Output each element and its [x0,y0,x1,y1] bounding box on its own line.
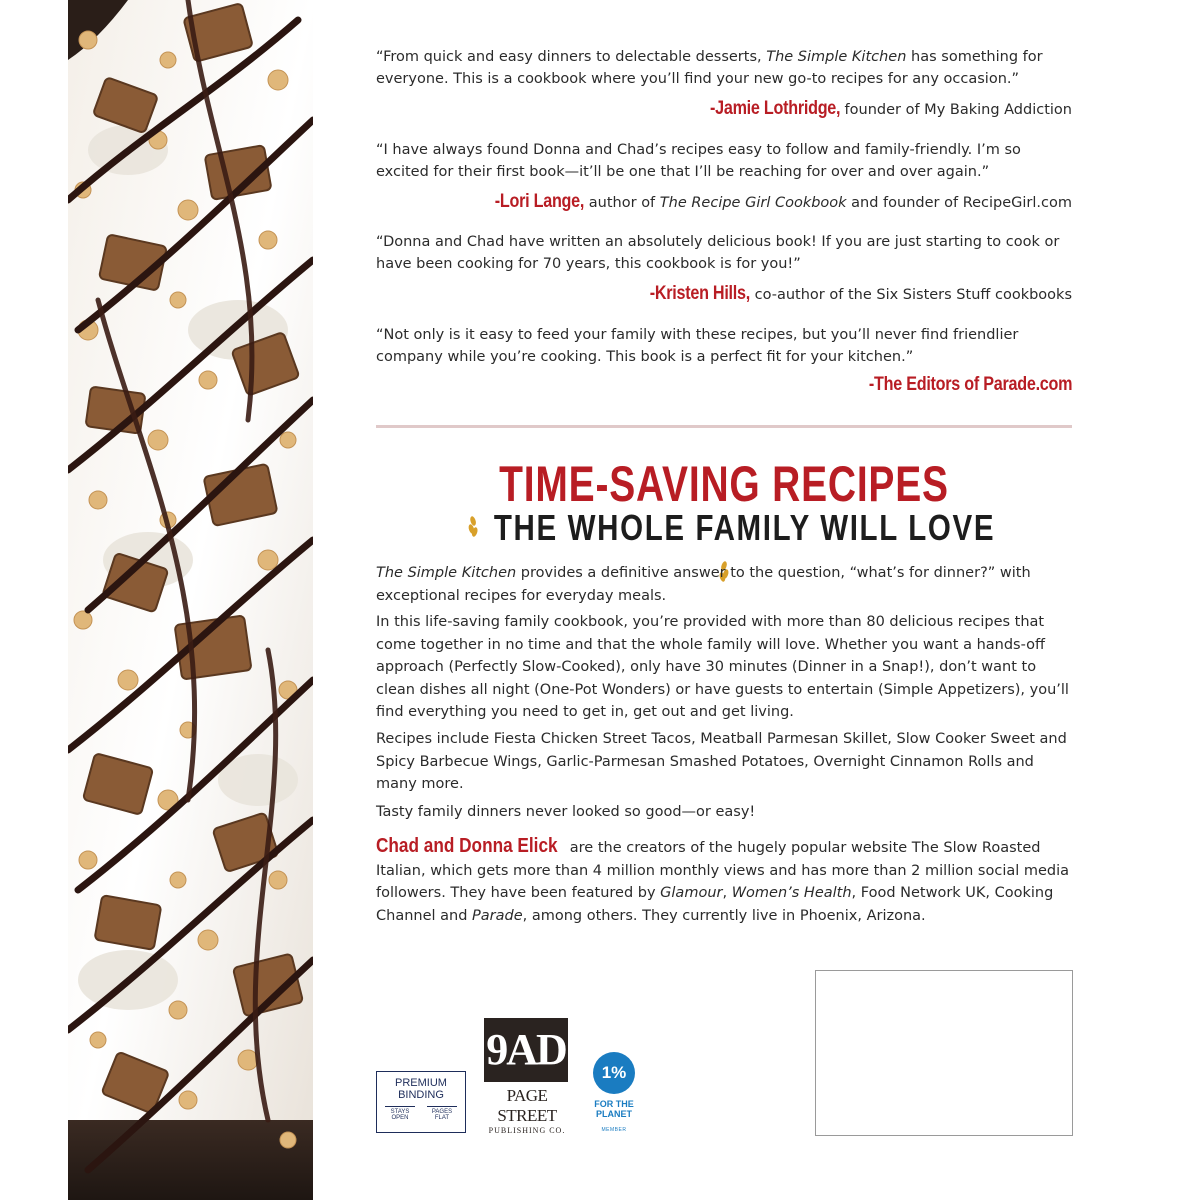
binding-left-label: STAYS OPEN [385,1106,415,1121]
author-bio: Chad and Donna Elick are the creators of the hugely popular website The Slow Roasted Italian, which gets more than 4 million monthly views and has more than 2 million social media followers. They have been featured by Glamour, Women’s Health, Food Network UK, Cooking Channel and Parade, among others. They currently live in Phoenix, Arizona. [376,835,1070,924]
body-paragraph-3: Recipes include Fiesta Chicken Street Tacos, Meatball Parmesan Skillet, Slow Cooker Sweet and Spicy Barbecue Wings, Garlic-Parmesan Smashed Potatoes, Overnight Cinnamon Rolls and many more. [376,731,1067,792]
one-percent-planet-logo [588,1052,640,1142]
quote-text: “Donna and Chad have written an absolutely delicious book! If you are just starting to cook or have been cooking for 70 years, this cookbook is for you!” [376,234,1060,272]
headline-primary: TIME-SAVING RECIPES [499,456,949,512]
quote-text: “Not only is it easy to feed your family with these recipes, but you’ll never find friendlier company while you’re cooking. This book is a perfect fit for your kitchen.” [376,327,1019,365]
body-paragraph-1: The Simple Kitchen provides a definitive answer to the question, “what’s for dinner?” with exceptional recipes for everyday meals. [376,565,1031,604]
planet-line-1: FOR THE [594,1099,634,1109]
binding-line-1: PREMIUM [395,1077,447,1089]
headline-secondary-text: THE WHOLE FAMILY WILL LOVE [493,507,996,548]
dessert-photo-illustration [68,0,313,1200]
quote-author-role: co-author of the Six Sisters Stuff cookbooks [750,287,1072,303]
testimonial-quote-1 [376,46,1072,90]
publisher-logo [482,1018,572,1138]
testimonial-attribution-4 [833,374,1072,396]
publisher-subtitle: PUBLISHING CO. [488,1126,566,1135]
publisher-mark: 9AD [484,1018,568,1082]
testimonial-attribution-3 [632,283,1072,305]
publisher-name: PAGE STREET [497,1086,557,1125]
quote-text: “I have always found Donna and Chad’s recipes easy to follow and family-friendly. I’m so excited for their first book—it’ll be one that I’ll be reaching for over and over again.” [376,142,1021,180]
quote-author-name: -Kristen Hills, [649,283,751,304]
wheat-icon [468,509,479,551]
planet-member: MEMBER [601,1127,627,1133]
testimonial-quote-3 [376,231,1072,275]
quote-author-name: -Jamie Lothridge, [709,98,840,119]
premium-binding-badge [376,1071,466,1133]
quote-text: “From quick and easy dinners to delectable desserts, The Simple Kitchen has something for everyone. This is a cookbook where you’ll find your new go-to recipes for any occasion.” [376,49,1043,87]
planet-badge: 1% [593,1052,635,1094]
quote-author-role: founder of My Baking Addiction [839,102,1072,118]
testimonial-attribution-1 [687,98,1072,120]
binding-line-2: BINDING [398,1089,444,1101]
body-paragraph-4: Tasty family dinners never looked so good—or easy! [376,804,756,820]
quote-author-name: -The Editors of Parade.com [868,374,1072,395]
cover-photo-dessert [68,0,313,1200]
author-name: Chad and Donna Elick [376,835,558,857]
binding-right-label: PAGES FLAT [427,1106,457,1121]
section-divider [376,425,1072,428]
quote-author-name: -Lori Lange, [494,191,585,212]
testimonial-quote-2 [376,139,1072,183]
testimonial-quote-4 [376,324,1072,368]
testimonial-attribution-2: -Lori Lange, author of The Recipe Girl Cookbook and founder of RecipeGirl.com [494,191,1072,212]
planet-line-2: PLANET [596,1109,632,1119]
barcode-placeholder [815,970,1073,1136]
body-paragraph-2: In this life-saving family cookbook, you’re provided with more than 80 delicious recipes that come together in no time and that the whole family will love. Whether you want a hands-off approach (Perfectly Slow-Cooked), only have 30 minutes (Dinner in a Snap!), don’t want to clean dishes all night (One-Pot Wonders) or have guests to entertain (Simple Appetizers), you’ll find everything you need to get in, get out and get living. [376,614,1069,720]
